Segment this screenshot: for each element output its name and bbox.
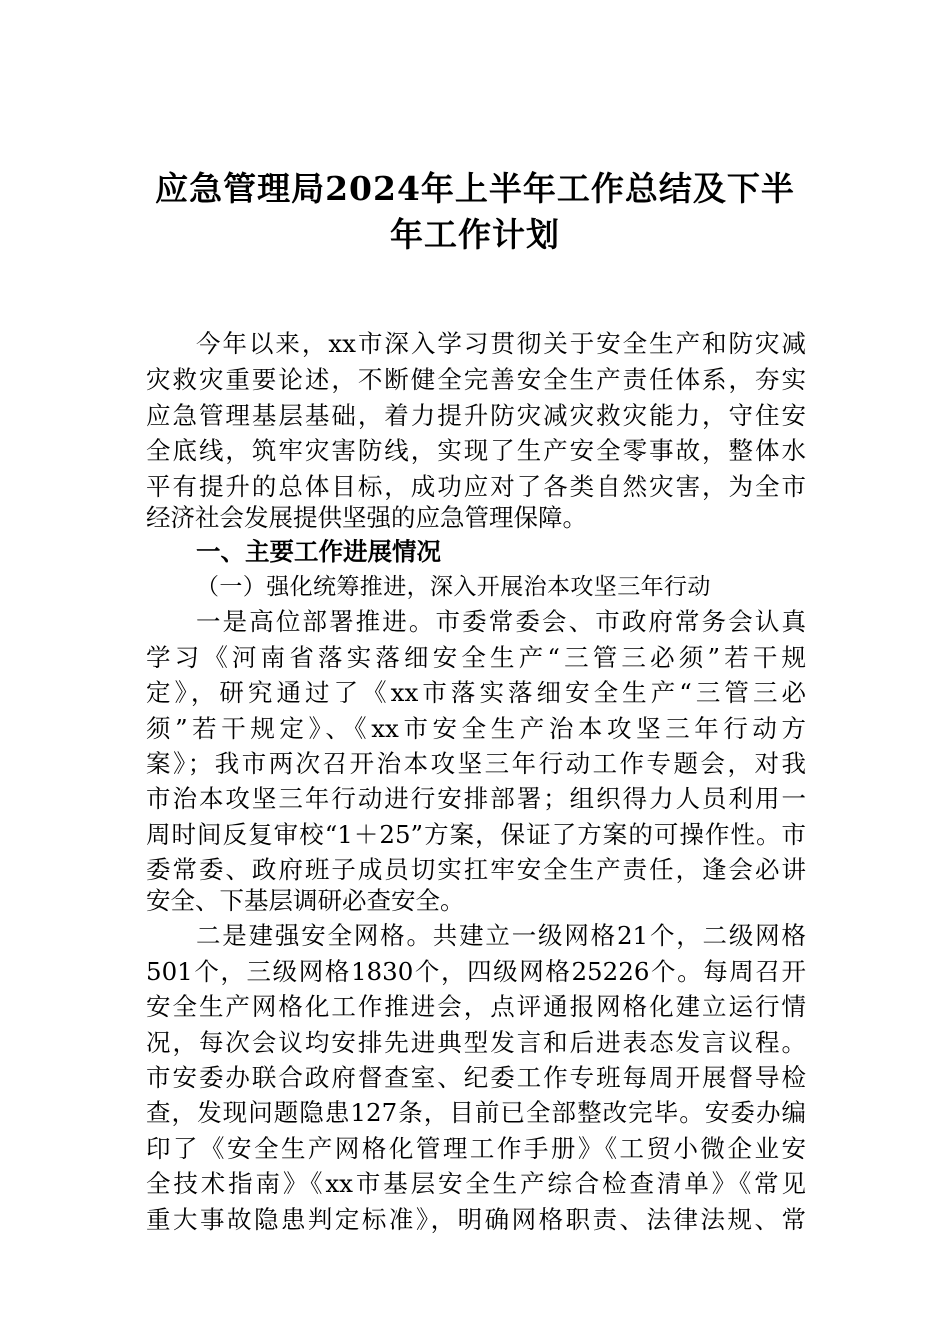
paragraph-line: 委常委、政府班子成员切实扛牢安全生产责任，逢会必讲 xyxy=(146,855,806,884)
paragraph-line: 二是建强安全网格。共建立一级网格21个，二级网格 xyxy=(196,921,806,950)
paragraph-line: 学习《河南省落实落细安全生产“三管三必须”若干规 xyxy=(146,643,806,672)
paragraph-line: 案》；我市两次召开治本攻坚三年行动工作专题会，对我 xyxy=(146,749,806,778)
subsection-heading: （一）强化统筹推进，深入开展治本攻坚三年行动 xyxy=(196,574,711,600)
intro-line: 应急管理基层基础，着力提升防灾减灾救灾能力，守住安 xyxy=(146,401,806,430)
intro-line: 经济社会发展提供坚强的应急管理保障。 xyxy=(146,503,587,532)
paragraph-line: 全技术指南》《xx市基层安全生产综合检查清单》《常见 xyxy=(146,1169,806,1198)
intro-line: 今年以来，xx市深入学习贯彻关于安全生产和防灾减 xyxy=(196,329,806,358)
paragraph-line: 501个，三级网格1830个，四级网格25226个。每周召开 xyxy=(146,957,806,986)
paragraph-line: 安全、下基层调研必查安全。 xyxy=(146,886,465,915)
document-title-line-2: 年工作计划 xyxy=(390,215,560,254)
paragraph-line: 须”若干规定》、《xx市安全生产治本攻坚三年行动方 xyxy=(146,714,806,743)
paragraph-line: 印了《安全生产网格化管理工作手册》《工贸小微企业安 xyxy=(146,1134,806,1163)
intro-line: 全底线，筑牢灾害防线，实现了生产安全零事故，整体水 xyxy=(146,436,806,465)
paragraph-line: 安全生产网格化工作推进会，点评通报网格化建立运行情 xyxy=(146,992,806,1021)
paragraph-line: 查，发现问题隐患127条，目前已全部整改完毕。安委办编 xyxy=(146,1098,806,1127)
intro-line: 平有提升的总体目标，成功应对了各类自然灾害，为全市 xyxy=(146,472,806,501)
paragraph-line: 一是高位部署推进。市委常委会、市政府常务会认真 xyxy=(196,607,806,636)
document-title-line-1: 应急管理局2024年上半年工作总结及下半 xyxy=(155,169,795,208)
paragraph-line: 周时间反复审校“1＋25”方案，保证了方案的可操作性。市 xyxy=(146,820,806,849)
paragraph-line: 定》，研究通过了《xx市落实落细安全生产“三管三必 xyxy=(146,678,806,707)
section-heading: 一、主要工作进展情况 xyxy=(196,537,441,566)
intro-line: 灾救灾重要论述，不断健全完善安全生产责任体系，夯实 xyxy=(146,365,806,394)
paragraph-line: 况，每次会议均安排先进典型发言和后进表态发言议程。 xyxy=(146,1028,806,1057)
paragraph-line: 市治本攻坚三年行动进行安排部署；组织得力人员利用一 xyxy=(146,784,806,813)
paragraph-line: 重大事故隐患判定标准》，明确网格职责、法律法规、常 xyxy=(146,1205,806,1234)
paragraph-line: 市安委办联合政府督查室、纪委工作专班每周开展督导检 xyxy=(146,1063,806,1092)
